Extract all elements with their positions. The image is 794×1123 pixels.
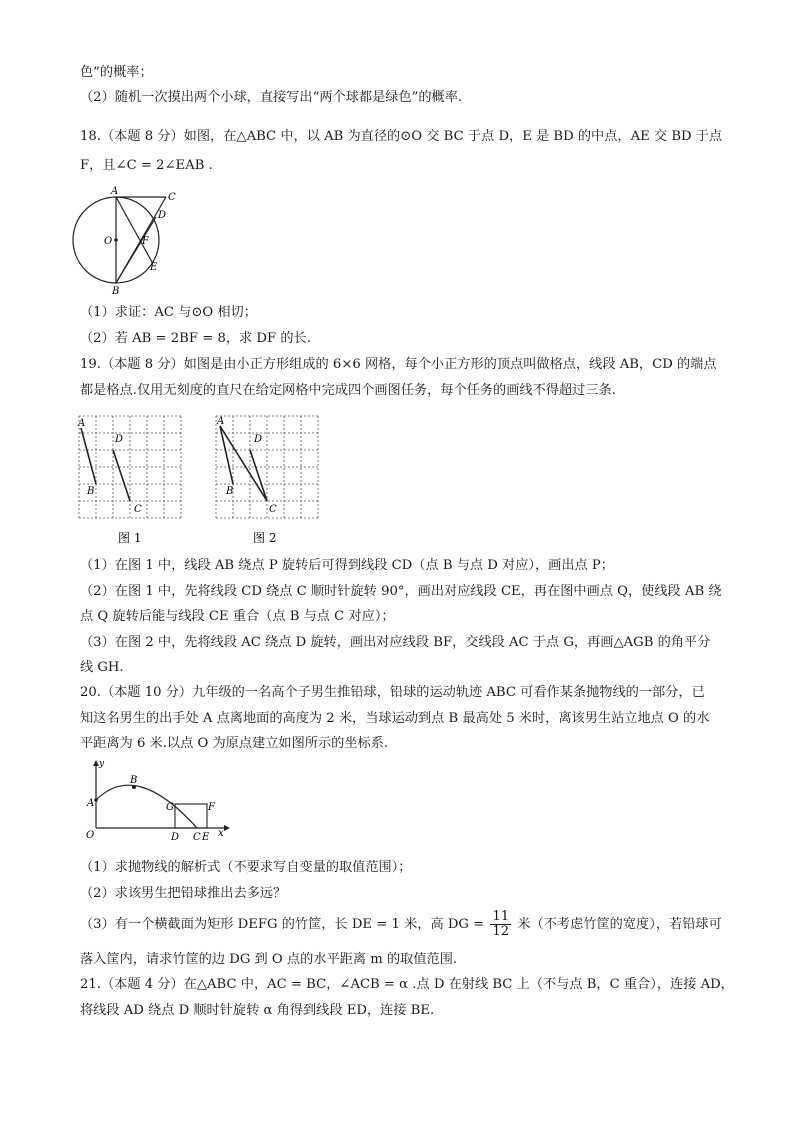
figure-20-label: B <box>130 775 138 786</box>
text-line: 色”的概率； <box>80 65 153 80</box>
question-19-stem-cont: 都是格点.仅用无刻度的直尺在给定网格中完成四个画图任务，每个任务的画线不得超过三条. <box>80 383 616 398</box>
question-18-part-2: （2）若 AB = 2BF = 8，求 DF 的长. <box>80 331 311 346</box>
question-20-stem: 20.（本题 10 分）九年级的一名高个子男生推铅球，铅球的运动轨迹 ABC 可看作某条抛物线的一部分，已 <box>80 685 705 700</box>
question-20-part-3 <box>80 910 722 939</box>
question-20-part-2: （2）求该男生把铅球推出去多远？ <box>80 886 287 901</box>
figure-18-label: B <box>112 286 120 297</box>
question-19-part-2-cont: 点 Q 旋转后能与线段 CE 重合（点 B 与点 C 对应）； <box>80 609 395 624</box>
question-20-stem-cont: 知这名男生的出手处 A 点离地面的高度为 2 米，当球运动到点 B 最高处 5 米时，离该男生站立地点 O 的水 <box>80 711 710 726</box>
figure-18-label: O <box>104 236 113 247</box>
question-19-part-1: （1）在图 1 中，线段 AB 绕点 P 旋转后可得到线段 CD（点 B 与点 D 对应），画出点 P； <box>80 558 614 573</box>
figure-20-label: C <box>193 832 201 843</box>
figure-20-label: O <box>86 830 95 841</box>
fraction-11-12 <box>490 910 511 939</box>
figure-19-label: B <box>226 486 234 497</box>
question-19-stem: 19.（本题 8 分）如图是由小正方形组成的 6×6 网格，每个小正方形的顶点叫做格点，线段 AB，CD 的端点 <box>80 357 717 372</box>
figure-20-label: G <box>166 802 174 813</box>
figure-20-label: y <box>99 759 105 769</box>
question-19-part-2: （2）在图 1 中，先将线段 CD 绕点 C 顺时针旋转 90°，画出对应线段 CE，再在图中画点 Q，使线段 AB 绕 <box>80 584 722 599</box>
question-20-part-1: （1）求抛物线的解析式（不要求写自变量的取值范围）； <box>80 860 412 875</box>
figure-19-label: D <box>254 434 263 445</box>
question-18-stem-cont: F，且∠C = 2∠EAB . <box>80 158 213 173</box>
figure-20-label: E <box>202 832 210 843</box>
figure-18-circle <box>72 186 202 300</box>
figure-20-label: D <box>171 832 180 843</box>
fraction-numerator: 11 <box>492 909 510 924</box>
question-20-stem-cont: 平距离为 6 米.以点 O 为原点建立如图所示的坐标系. <box>80 736 389 751</box>
figure-18-label: D <box>158 210 167 221</box>
question-18-part-1: （1）求证：AC 与⊙O 相切； <box>80 305 257 320</box>
fraction-denominator: 12 <box>492 924 510 939</box>
figure-20-label: A <box>87 798 95 809</box>
question-20-part-3-cont: 落入筐内，请求竹筐的边 DG 到 O 点的水平距离 m 的取值范围. <box>80 952 458 967</box>
figure-19-label: B <box>87 486 95 497</box>
figure-18-label: E <box>150 262 158 273</box>
figure-18-label: F <box>142 236 149 247</box>
figure-19-label: D <box>115 434 124 445</box>
question-21-stem-cont: 将线段 AD 绕点 D 顺时针旋转 α 角得到线段 ED，连接 BE. <box>80 1003 435 1018</box>
figure-19-label: A <box>78 418 86 429</box>
figure-18-label: C <box>168 192 176 203</box>
figure-19-caption-1: 图 1 <box>118 531 142 545</box>
figure-20-label: F <box>208 802 215 813</box>
question-21-stem: 21.（本题 4 分）在△ABC 中，AC = BC，∠ACB = α .点 D 在射线 BC 上（不与点 B，C 重合），连接 AD， <box>80 977 734 992</box>
question-19-part-3-cont: 线 GH. <box>80 660 124 675</box>
text-line: （2）随机一次摸出两个小球，直接写出“两个球都是绿色”的概率. <box>80 90 463 105</box>
figure-19-grid-1 <box>76 408 186 553</box>
question-18-stem: 18.（本题 8 分）如图，在△ABC 中，以 AB 为直径的⊙O 交 BC 于点 D，E 是 BD 的中点，AE 交 BD 于点 <box>80 129 723 144</box>
figure-19-grid-2 <box>213 408 323 553</box>
figure-19-label: C <box>134 504 142 515</box>
question-20-part-3-lead: （3）有一个横截面为矩形 DEFG 的竹筐，长 DE = 1 米，高 DG = <box>80 917 485 932</box>
figure-19-caption-2: 图 2 <box>253 531 277 545</box>
figure-18-label: A <box>111 186 119 197</box>
figure-20-coordinate-graph <box>84 760 234 845</box>
figure-20-label: x <box>218 828 224 839</box>
figure-19-label: A <box>217 416 225 427</box>
question-20-part-3-tail: 米（不考虑竹筐的宽度），若铅球可 <box>517 917 722 932</box>
question-19-part-3: （3）在图 2 中，先将线段 AC 绕点 D 旋转，画出对应线段 BF，交线段 AC 于点 G，再画△AGB 的角平分 <box>80 635 711 650</box>
figure-19-label: C <box>269 504 277 515</box>
